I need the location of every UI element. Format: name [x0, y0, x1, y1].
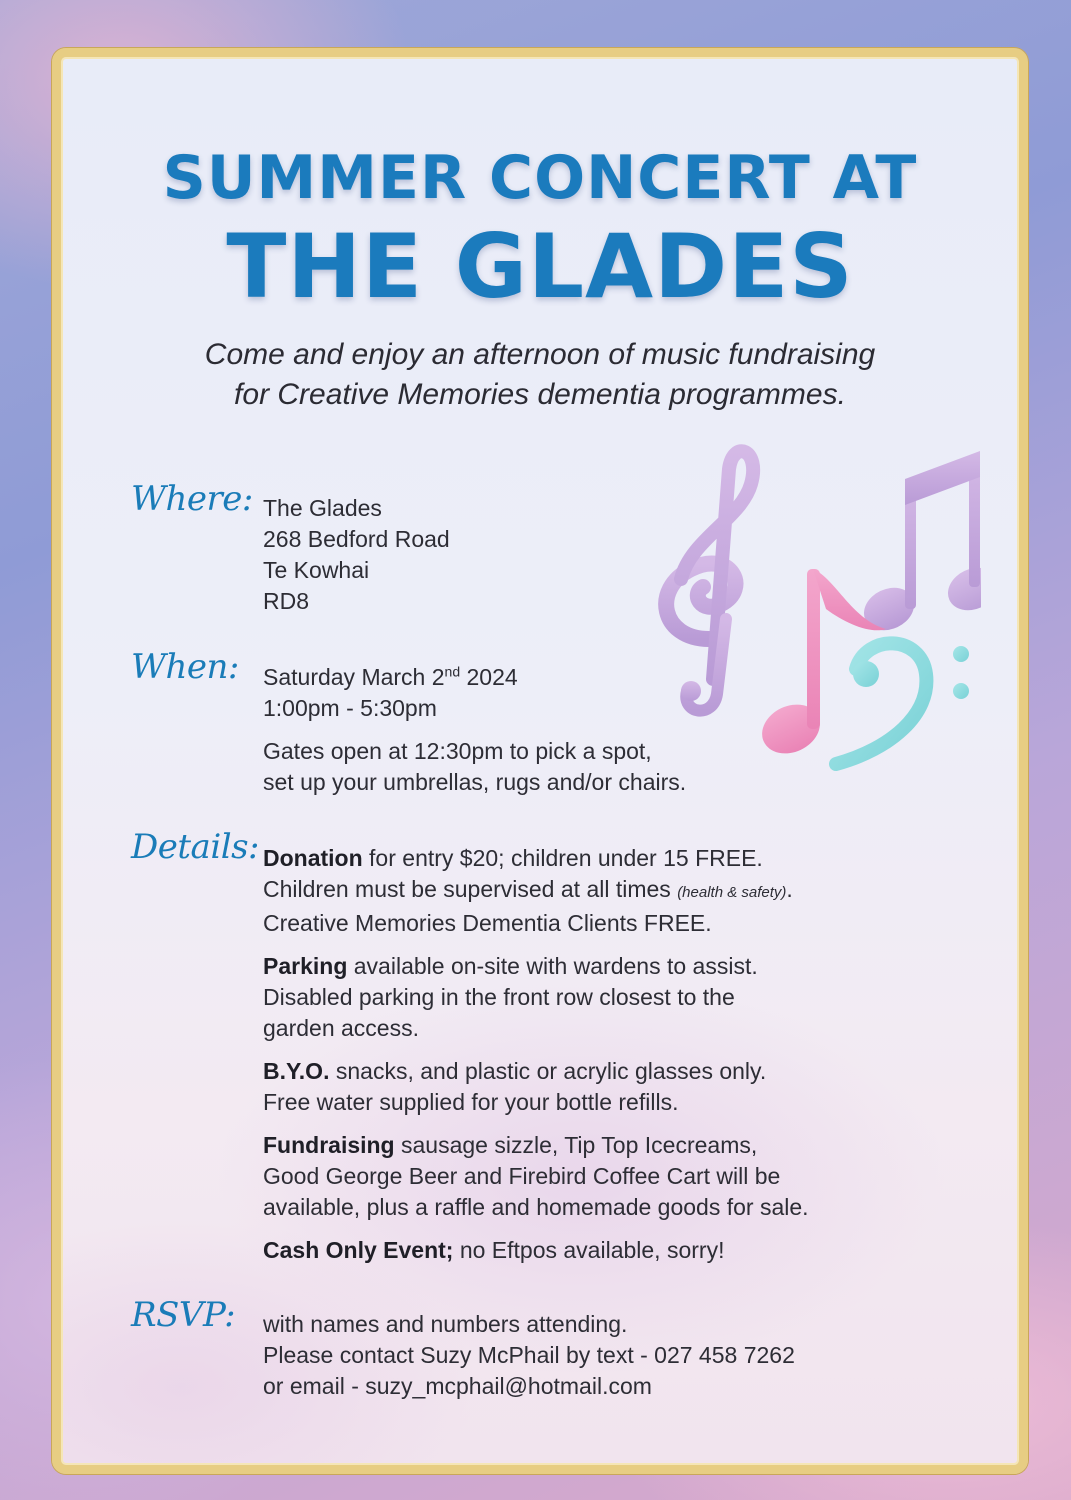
title-line-2: THE GLADES: [226, 215, 854, 318]
donation-line-3: Creative Memories Dementia Clients FREE.: [263, 910, 712, 936]
title-line-1: SUMMER CONCERT AT: [162, 143, 918, 213]
supervision-note: (health & safety): [677, 884, 787, 901]
cash-line: [263, 1235, 963, 1266]
event-date-suffix: nd: [444, 663, 461, 680]
details-block: [263, 843, 963, 1266]
parking-heading: Parking: [263, 953, 348, 979]
event-date-year: 2024: [460, 664, 518, 690]
intro-line-2: for Creative Memories dementia programmes.: [234, 378, 846, 411]
fundraising-heading: Fundraising: [263, 1132, 395, 1158]
venue-name: The Glades: [263, 495, 382, 521]
donation-line-2: [263, 874, 963, 908]
poster-card: [52, 48, 1028, 1474]
donation-line-1: [263, 843, 963, 874]
parking-line-3: garden access.: [263, 1015, 419, 1041]
gates-line-1: Gates open at 12:30pm to pick a spot,: [263, 738, 652, 764]
when-block: [263, 662, 963, 798]
parking-text: available on-site with wardens to assist.: [347, 953, 758, 979]
details-label: Details:: [131, 827, 259, 867]
parking-line-2: Disabled parking in the front row closest to the: [263, 984, 735, 1010]
byo-line-1: [263, 1056, 963, 1087]
where-block: [263, 493, 963, 617]
event-date: [263, 662, 963, 693]
gates-line-2: set up your umbrellas, rugs and/or chairs.: [263, 769, 687, 795]
event-date-text: Saturday March 2: [263, 664, 445, 690]
parking-line-1: [263, 951, 963, 982]
intro-line-1: Come and enjoy an afternoon of music fundraising: [204, 338, 876, 371]
rsvp-line-1: with names and numbers attending.: [263, 1311, 628, 1337]
where-label: Where:: [131, 479, 253, 519]
rsvp-line-2: Please contact Suzy McPhail by text - 027 458 7262: [263, 1342, 795, 1368]
fundraising-text: sausage sizzle, Tip Top Icecreams,: [394, 1132, 758, 1158]
venue-street: 268 Bedford Road: [263, 526, 450, 552]
donation-text: for entry $20; children under 15 FREE.: [362, 845, 763, 871]
byo-line-2: Free water supplied for your bottle refills.: [263, 1089, 679, 1115]
fundraising-line-2: Good George Beer and Firebird Coffee Cart will be: [263, 1163, 781, 1189]
when-label: When:: [131, 647, 239, 687]
supervision-text: Children must be supervised at all times: [263, 876, 678, 902]
byo-heading: B.Y.O.: [263, 1058, 330, 1084]
intro-text: [61, 335, 1019, 415]
venue-rural-delivery: RD8: [263, 588, 310, 614]
venue-locality: Te Kowhai: [263, 557, 370, 583]
event-time: 1:00pm - 5:30pm: [263, 695, 437, 721]
byo-text: snacks, and plastic or acrylic glasses only.: [329, 1058, 767, 1084]
rsvp-line-3: or email - suzy_mcphail@hotmail.com: [263, 1373, 652, 1399]
fundraising-line-3: available, plus a raffle and homemade goods for sale.: [263, 1194, 809, 1220]
fundraising-line-1: [263, 1130, 963, 1161]
donation-heading: Donation: [263, 845, 363, 871]
cash-text: no Eftpos available, sorry!: [453, 1237, 725, 1263]
supervision-end: .: [786, 876, 793, 902]
rsvp-block: [263, 1309, 963, 1402]
rsvp-label: RSVP:: [131, 1295, 236, 1335]
cash-heading: Cash Only Event;: [263, 1237, 454, 1263]
